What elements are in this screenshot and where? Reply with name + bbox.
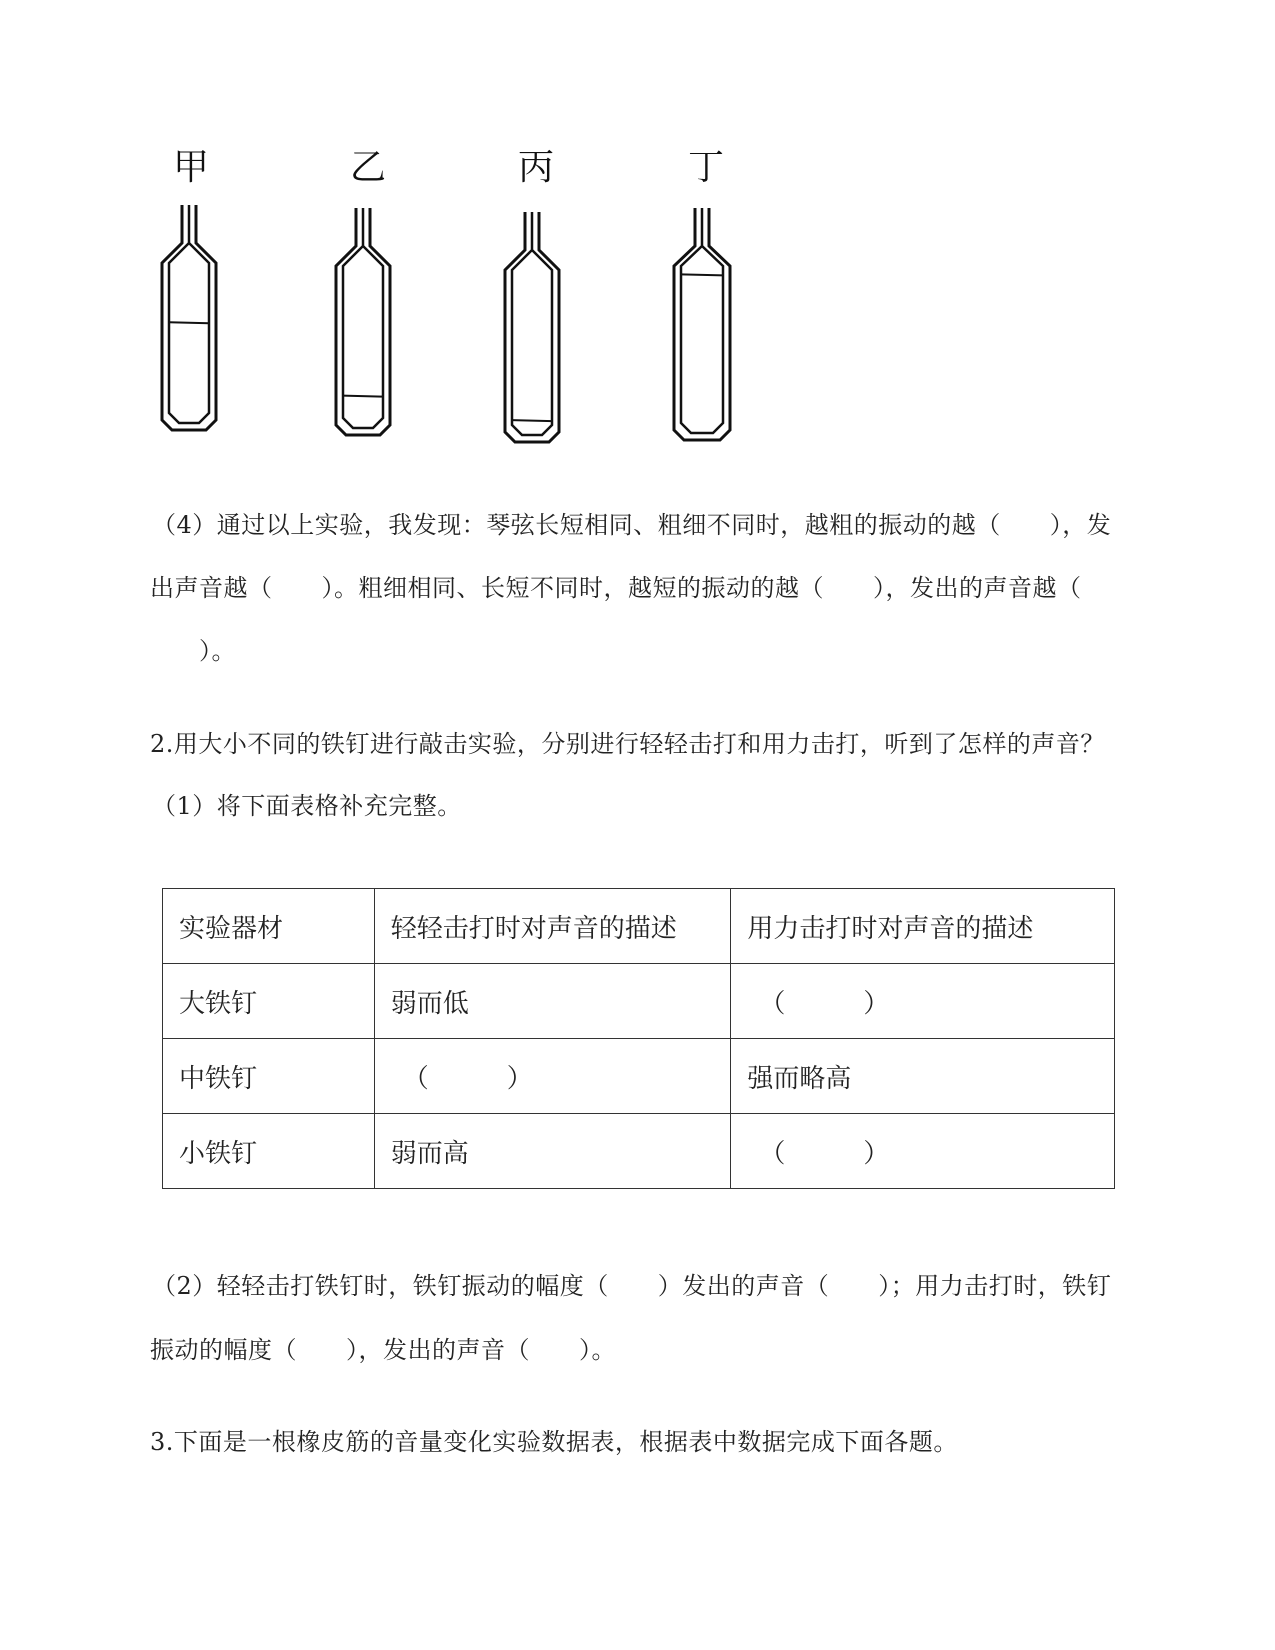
q2-sub1: （1）将下面表格补充完整。 bbox=[152, 792, 462, 820]
bottle-2 bbox=[336, 208, 390, 435]
nail-experiment-table bbox=[162, 888, 1115, 1189]
bottle-figure bbox=[140, 147, 780, 450]
table-header-cell: 实验器材 bbox=[163, 889, 375, 964]
table-header-row bbox=[163, 889, 1115, 964]
table-row bbox=[163, 1114, 1115, 1189]
bottle-4 bbox=[674, 208, 730, 440]
bottle-label-bing: 丙 bbox=[518, 147, 555, 188]
bottle-1 bbox=[162, 205, 216, 430]
bottle-inner-outline bbox=[512, 212, 552, 435]
water-level-line bbox=[512, 420, 552, 421]
table-header-cell: 轻轻击打时对声音的描述 bbox=[374, 889, 731, 964]
table-blank-cell: （ ） bbox=[731, 1114, 1115, 1189]
q2-sub2-line2: 振动的幅度（ ），发出的声音（ ）。 bbox=[150, 1336, 616, 1364]
table-row bbox=[163, 964, 1115, 1039]
bottle-inner-outline bbox=[169, 205, 209, 423]
q1-4-line2: 出声音越（ ）。粗细相同、长短不同时，越短的振动的越（ ），发出的声音越（ bbox=[150, 574, 1082, 602]
table-cell: 小铁钉 bbox=[163, 1114, 375, 1189]
q2-title: 2.用大小不同的铁钉进行敲击实验，分别进行轻轻击打和用力击打，听到了怎样的声音？ bbox=[150, 730, 1105, 758]
table-cell: 强而略高 bbox=[731, 1039, 1115, 1114]
table-blank-cell: （ ） bbox=[374, 1039, 731, 1114]
q1-4-line1: （4）通过以上实验，我发现：琴弦长短相同、粗细不同时，越粗的振动的越（ ），发 bbox=[152, 511, 1112, 539]
bottle-label-ding: 丁 bbox=[688, 147, 725, 188]
bottle-label-yi: 乙 bbox=[350, 147, 387, 188]
water-level-line bbox=[681, 274, 723, 275]
bottle-3 bbox=[505, 212, 559, 442]
table-row bbox=[163, 1039, 1115, 1114]
bottles-drawing bbox=[140, 147, 780, 450]
table-blank-cell: （ ） bbox=[731, 964, 1115, 1039]
q3-title: 3.下面是一根橡皮筋的音量变化实验数据表，根据表中数据完成下面各题。 bbox=[150, 1428, 958, 1456]
table-cell: 中铁钉 bbox=[163, 1039, 375, 1114]
bottle-inner-outline bbox=[681, 208, 723, 433]
table-cell: 大铁钉 bbox=[163, 964, 375, 1039]
q2-sub2-line1: （2）轻轻击打铁钉时，铁钉振动的幅度（ ）发出的声音（ ）；用力击打时，铁钉 bbox=[152, 1272, 1112, 1300]
water-level-line bbox=[343, 396, 383, 397]
bottle-label-jia: 甲 bbox=[173, 147, 210, 188]
q1-4-line3: ）。 bbox=[150, 637, 236, 665]
table-cell: 弱而高 bbox=[374, 1114, 731, 1189]
table-cell: 弱而低 bbox=[374, 964, 731, 1039]
table-header-cell: 用力击打时对声音的描述 bbox=[731, 889, 1115, 964]
water-level-line bbox=[169, 322, 209, 323]
